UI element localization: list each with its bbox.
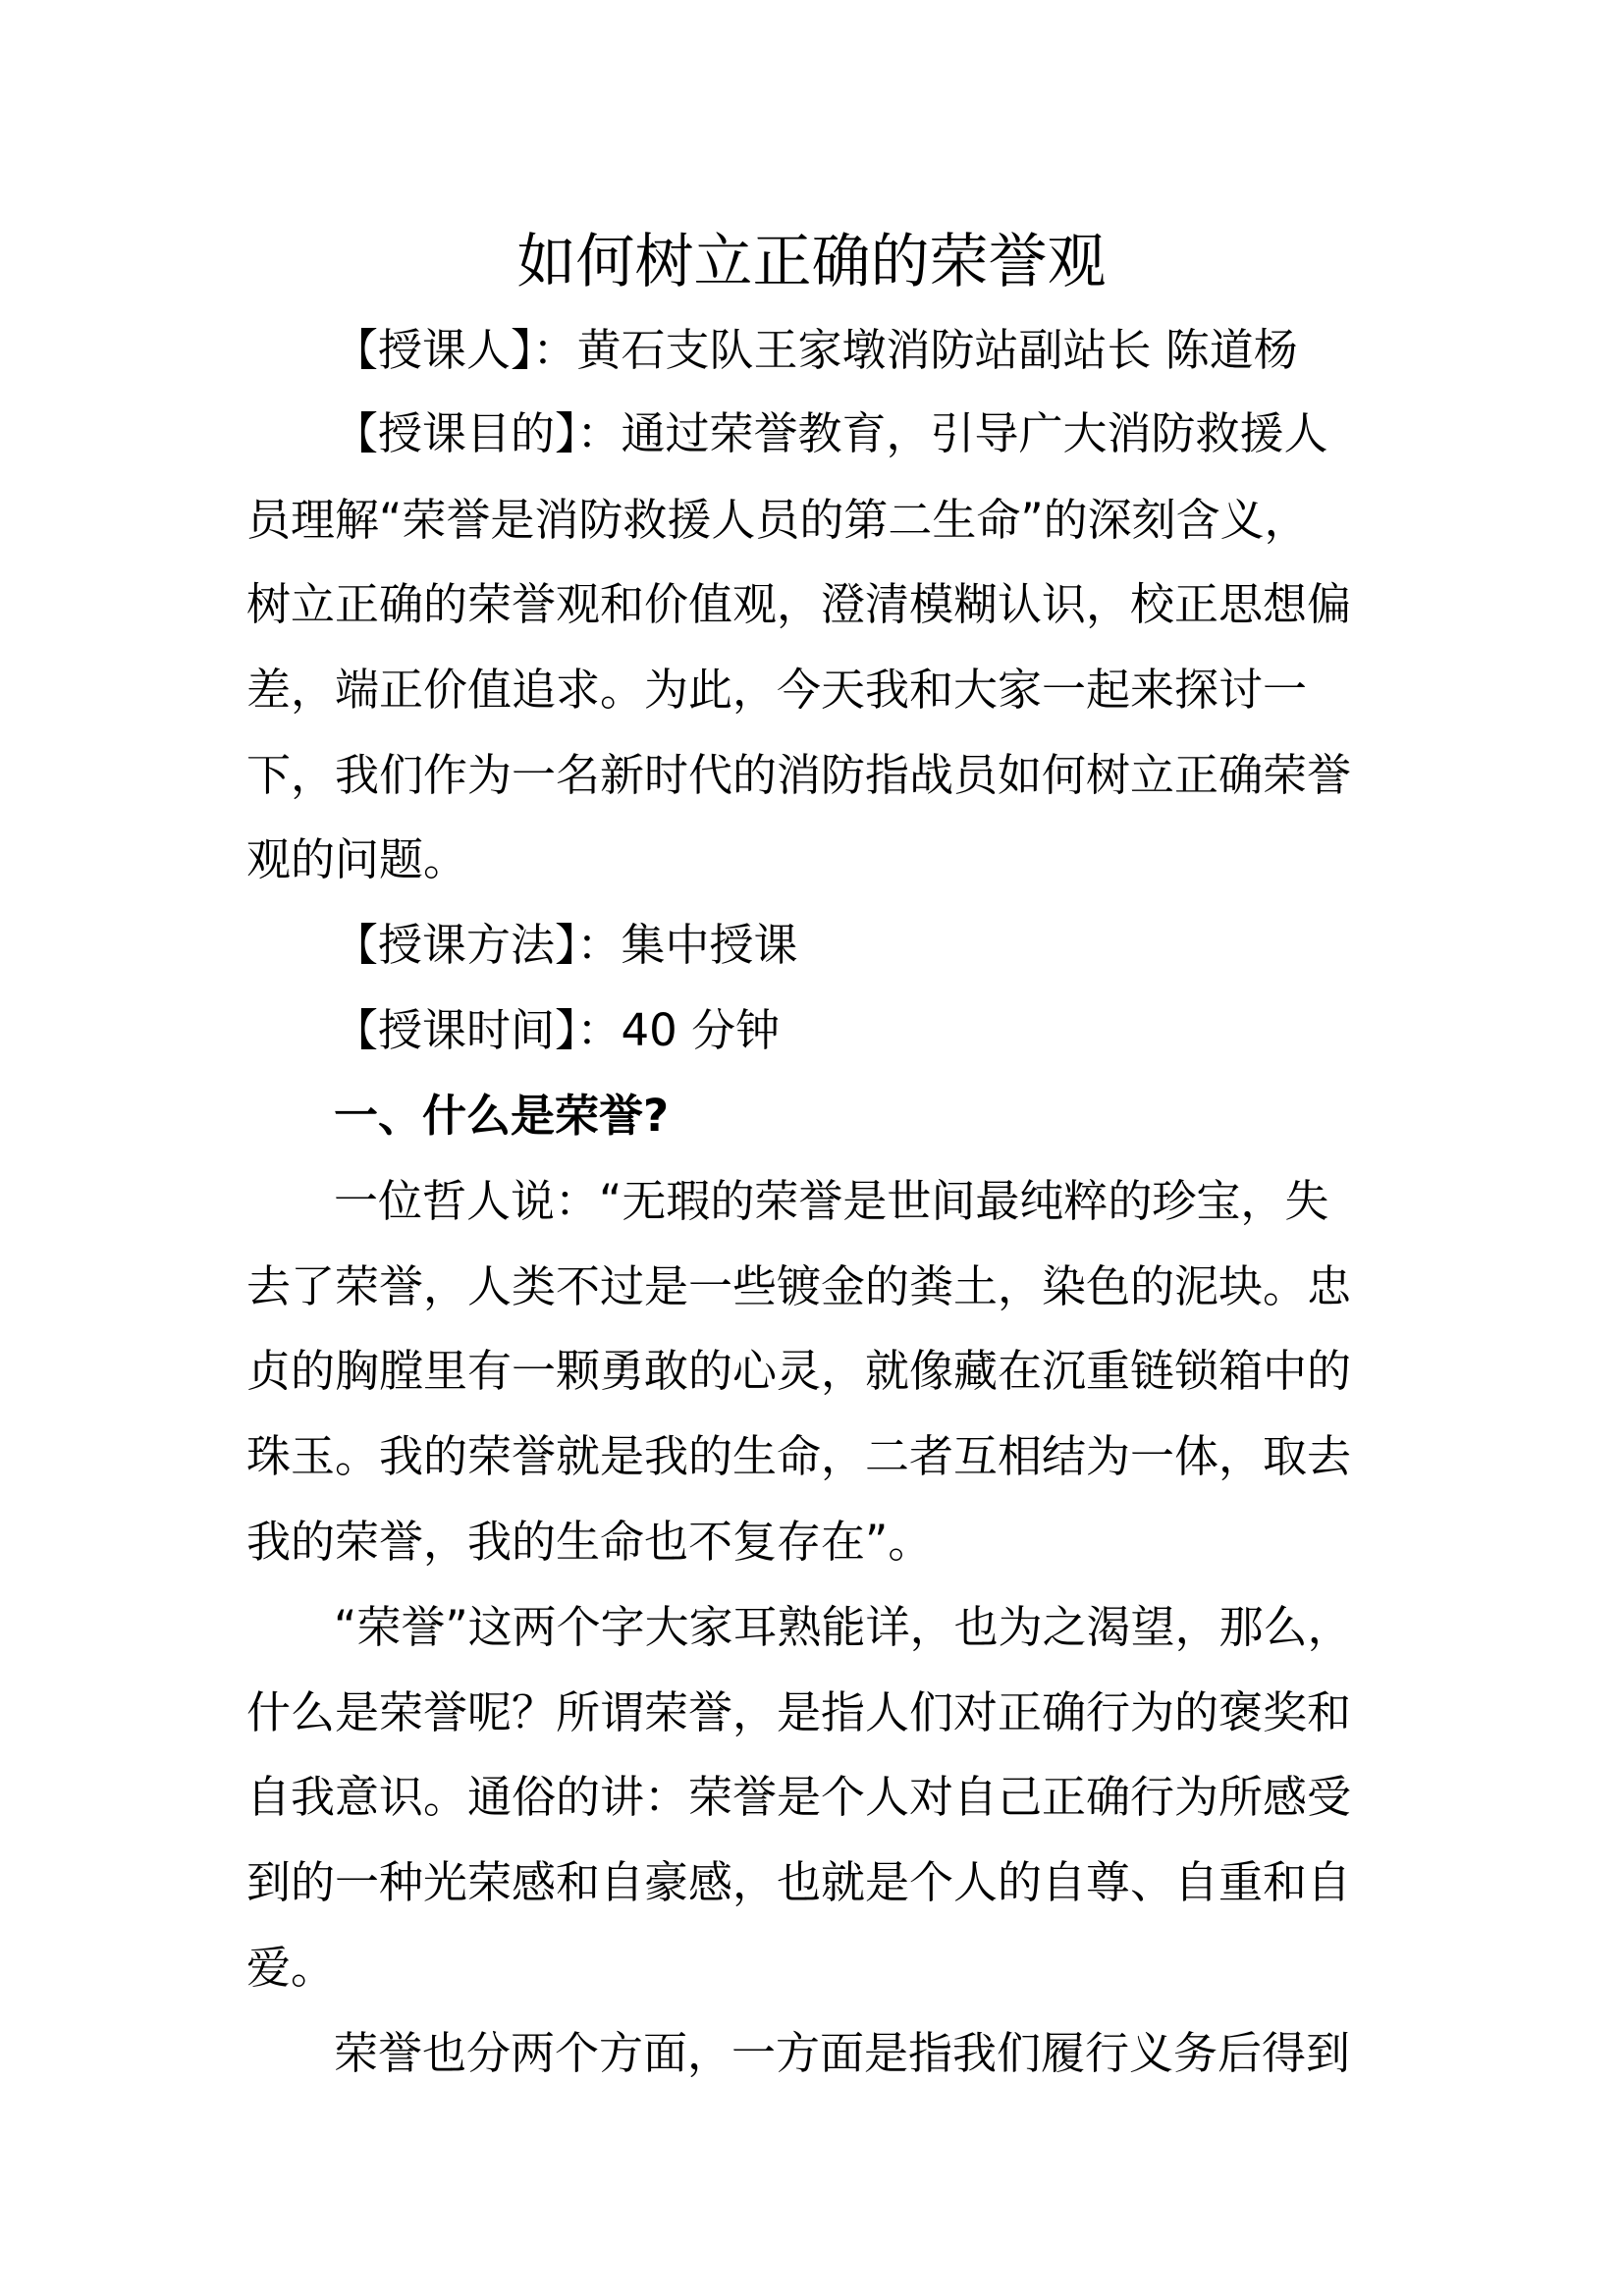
paragraph-line: 荣誉也分两个方面，一方面是指我们履行义务后得到 [334, 2027, 1351, 2079]
paragraph-line: 什么是荣誉呢？所谓荣誉，是指人们对正确行为的褒奖和 [246, 1686, 1352, 1738]
paragraph-line: 去了荣誉，人类不过是一些镀金的粪土，染色的泥块。忠 [246, 1260, 1352, 1312]
lecturer-line: 【授课人】：黄石支队王家墩消防站副站长 陈道杨 [334, 324, 1298, 376]
paragraph-line: “荣誉”这两个字大家耳熟能详，也为之渴望，那么， [334, 1601, 1352, 1653]
paragraph-line: 树立正确的荣誉观和价值观，澄清模糊认识，校正思想偏 [246, 578, 1352, 630]
paragraph-line: 差，端正价值追求。为此，今天我和大家一起来探讨一 [246, 664, 1308, 716]
paragraph-line: 我的荣誉，我的生命也不复存在”。 [246, 1516, 933, 1568]
section-heading: 一、什么是荣誉? [334, 1090, 670, 1142]
document-title: 如何树立正确的荣誉观 [516, 228, 1107, 296]
paragraph-line: 下，我们作为一名新时代的消防指战员如何树立正确荣誉 [246, 749, 1352, 801]
paragraph-line: 员理解“荣誉是消防救援人员的第二生命”的深刻含义， [246, 494, 1309, 546]
method-line: 【授课方法】：集中授课 [334, 919, 798, 971]
paragraph-line: 一位哲人说：“无瑕的荣誉是世间最纯粹的珍宝，失 [334, 1175, 1329, 1227]
paragraph-line: 到的一种光荣感和自豪感，也就是个人的自尊、自重和自 [246, 1856, 1352, 1908]
purpose-line: 【授课目的】：通过荣誉教育，引导广大消防救援人 [334, 407, 1328, 459]
duration-line: 【授课时间】：40 分钟 [334, 1004, 781, 1056]
paragraph-line: 珠玉。我的荣誉就是我的生命，二者互相结为一体，取去 [246, 1430, 1352, 1482]
paragraph-line: 爱。 [246, 1942, 336, 1994]
paragraph-line: 观的问题。 [246, 833, 468, 885]
paragraph-line: 贞的胸膛里有一颗勇敢的心灵，就像藏在沉重链锁箱中的 [246, 1345, 1352, 1397]
paragraph-line: 自我意识。通俗的讲：荣誉是个人对自己正确行为所感受 [246, 1771, 1352, 1823]
